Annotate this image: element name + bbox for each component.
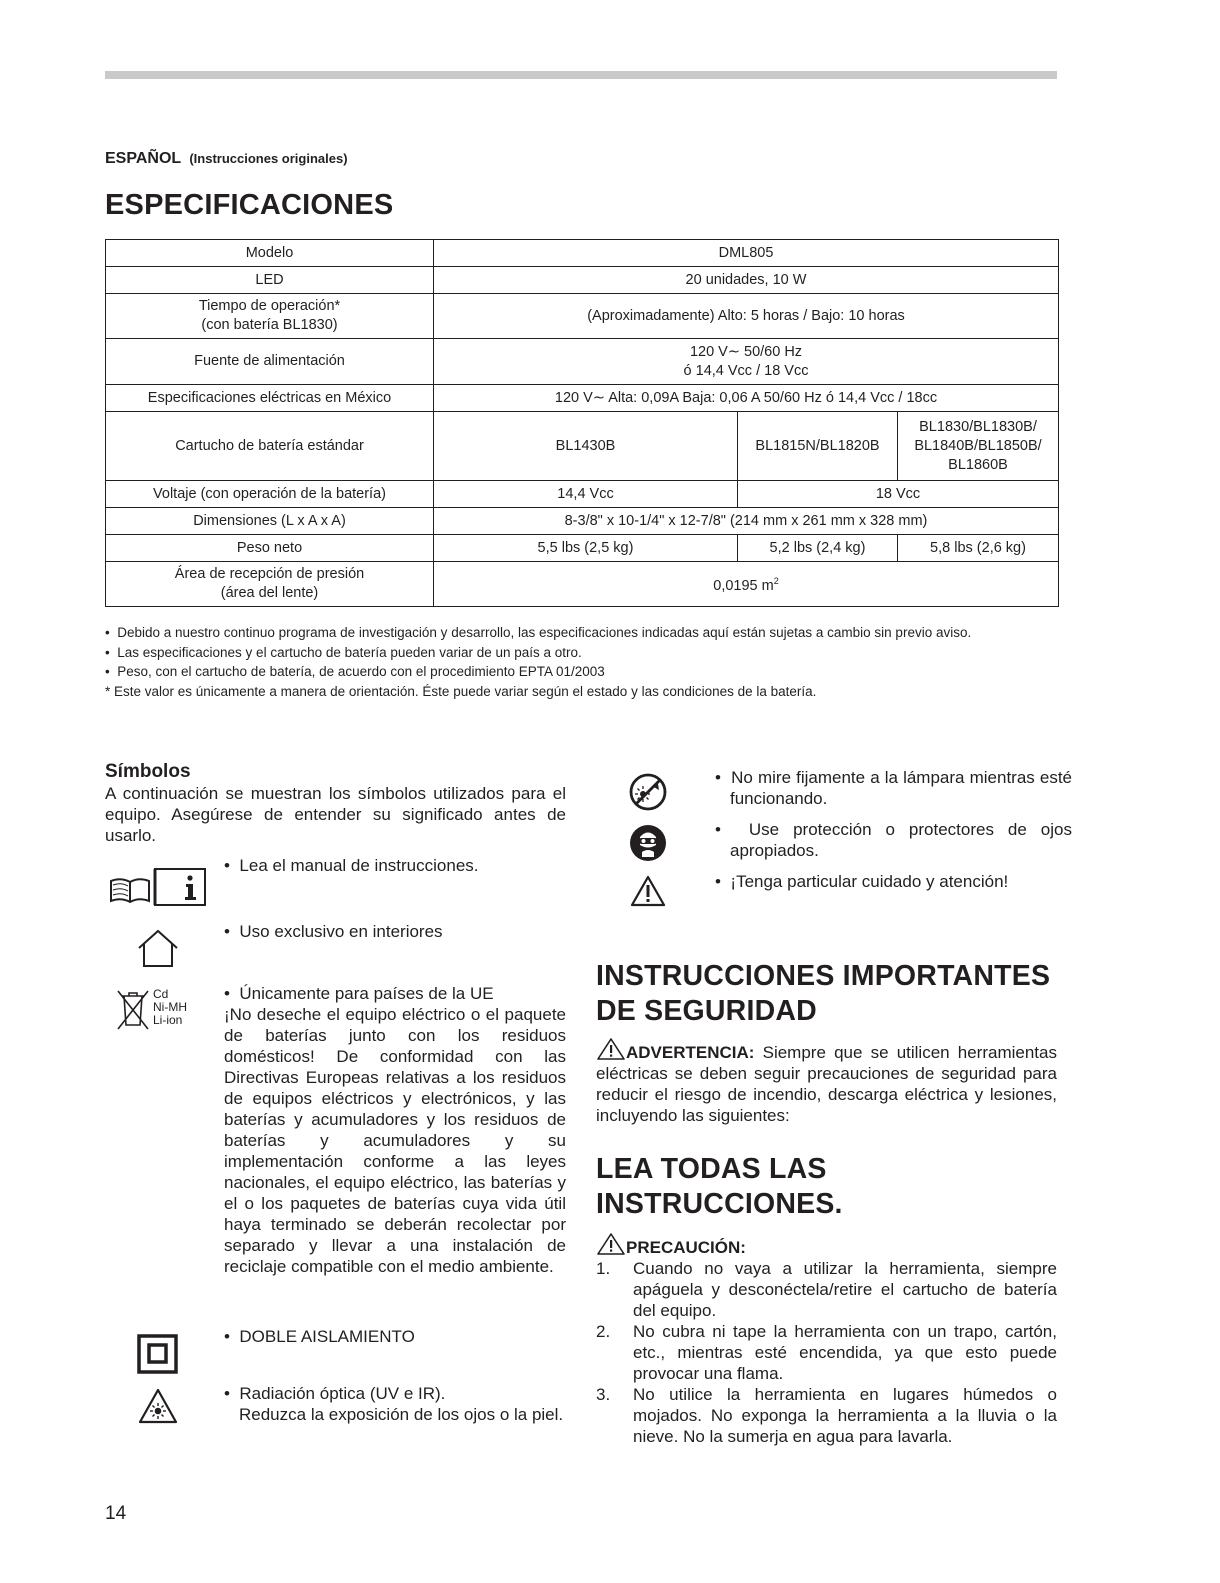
- warning-triangle-icon: [596, 1037, 626, 1061]
- symbol-optical-radiation: [105, 1383, 566, 1449]
- spec-label: [106, 294, 434, 339]
- spec-value-line: ó 14,4 Vcc / 18 Vcc: [683, 362, 809, 379]
- safety-title-line: INSTRUCCIONES IMPORTANTES: [596, 960, 1051, 992]
- table-row: [106, 339, 1059, 385]
- spec-value: 120 V∼ Alta: 0,09A Baja: 0,06 A 50/60 Hz ó 14,4 Vcc / 18cc: [434, 385, 1059, 412]
- spec-label-line: Tiempo de operación*: [198, 298, 341, 314]
- table-row: [106, 240, 1059, 267]
- spec-value: 5,8 lbs (2,6 kg): [898, 535, 1059, 562]
- eu-only-text: Únicamente para países de la UE: [239, 984, 494, 1003]
- language-note: (Instrucciones originales): [189, 151, 348, 166]
- spec-value: [434, 562, 1059, 607]
- symbol-text: • Lea el manual de instrucciones.: [224, 856, 479, 875]
- safety-title-line: DE SEGURIDAD: [596, 995, 817, 1027]
- symbol-read-manual: [105, 855, 566, 910]
- symbols-intro: A continuación se muestran los símbolos utilizados para el equipo. Asegúrese de entender su significado antes de usarlo.: [105, 784, 566, 845]
- spec-table: [105, 239, 1059, 607]
- warning-triangle-icon: [596, 1232, 626, 1256]
- spec-label: Fuente de alimentación: [106, 339, 434, 385]
- spec-value: DML805: [434, 240, 1059, 267]
- spec-label-line: (área del lente): [220, 585, 319, 601]
- symbol-eu-disposal: [105, 983, 566, 1323]
- item-number: 1.: [596, 1259, 611, 1278]
- item-number: 3.: [596, 1385, 611, 1404]
- symbol-text: • Uso exclusivo en interiores: [224, 922, 443, 941]
- book-icon: [107, 861, 207, 907]
- footnote: * Este valor es únicamente a manera de orientación. Éste puede variar según el estado y las condiciones de la batería.: [105, 683, 817, 699]
- spec-label: LED: [106, 267, 434, 294]
- optical-text-1: Radiación óptica (UV e IR).: [239, 1384, 446, 1403]
- spec-label: Cartucho de batería estándar: [106, 412, 434, 481]
- symbol-text: • Use protección o protectores de ojos apropiados.: [715, 820, 1072, 860]
- table-row: [106, 267, 1059, 294]
- read-all-line: LEA TODAS LAS: [596, 1153, 827, 1185]
- spec-value-line: BL1860B: [948, 456, 1008, 473]
- symbol-text: • ¡Tenga particular cuidado y atención!: [715, 872, 1009, 891]
- warning-label: ADVERTENCIA:: [626, 1043, 755, 1062]
- eye-protection-text: Use protección o protectores de ojos apropiados.: [730, 820, 1072, 860]
- optical-text-2: Reduzca la exposición de los ojos o la piel.: [239, 1405, 564, 1424]
- symbol-no-stare: [596, 767, 1073, 815]
- spec-value: 14,4 Vcc: [434, 481, 738, 508]
- double-insulation-text: DOBLE AISLAMIENTO: [239, 1327, 415, 1346]
- warning-paragraph: [596, 1037, 1057, 1126]
- symbol-text: • DOBLE AISLAMIENTO: [224, 1327, 415, 1346]
- table-row: [106, 294, 1059, 339]
- optical-line: • Radiación óptica (UV e IR).: [224, 1384, 446, 1403]
- area-value: 0,0195 m: [713, 577, 774, 594]
- bin-label: Cd: [153, 987, 169, 1001]
- caution-heading: [596, 1232, 1057, 1258]
- eu-disposal-text: ¡No deseche el equipo eléctrico o el paquete de baterías junto con los residuos domésticos! De conformidad con las Directivas Europeas relativas a los residuos de equipos eléctricos y electrónicos, y las baterías y acumuladores y los residuos de baterías y acumuladores y su implementación conforme a las leyes nacionales, el equipo eléctrico, las baterías y el o los paquetes de baterías cuya vida útil haya terminado se deberán recolectar por separado y llevar a una instalación de reciclaje compatible con el medio ambiente.: [224, 1005, 566, 1276]
- caution-symbol-text: ¡Tenga particular cuidado y atención!: [730, 872, 1009, 891]
- bin-label: Li-ion: [153, 1013, 183, 1027]
- symbol-text: [224, 1383, 566, 1425]
- symbol-eye-protection: [596, 819, 1072, 867]
- read-all-title: [596, 1152, 1057, 1222]
- caution-label: PRECAUCIÓN:: [626, 1238, 746, 1257]
- note-text: Peso, con el cartucho de batería, de acuerdo con el procedimiento EPTA 01/2003: [117, 664, 605, 679]
- spec-label: Especificaciones eléctricas en México: [106, 385, 434, 412]
- specifications-title: ESPECIFICACIONES: [105, 189, 394, 221]
- table-row: [106, 412, 1059, 481]
- symbol-text: • No mire fijamente a la lámpara mientras esté funcionando.: [715, 768, 1073, 808]
- spec-label: [106, 562, 434, 607]
- spec-notes: [105, 623, 1057, 701]
- spec-value: [434, 339, 1059, 385]
- spec-label-line: (con batería BL1830): [201, 317, 338, 333]
- list-item: [596, 1258, 1057, 1321]
- area-unit-superscript: 2: [773, 576, 779, 587]
- no-stare-text: No mire fijamente a la lámpara mientras esté funcionando.: [730, 768, 1073, 808]
- spec-value: 20 unidades, 10 W: [434, 267, 1059, 294]
- table-row: [106, 508, 1059, 535]
- spec-value: 5,2 lbs (2,4 kg): [738, 535, 898, 562]
- spec-value: BL1815N/BL1820B: [738, 412, 898, 481]
- symbols-title: Símbolos: [105, 761, 191, 782]
- spec-label: Peso neto: [106, 535, 434, 562]
- symbol-double-insulation: [105, 1326, 566, 1376]
- table-row: [106, 481, 1059, 508]
- note-item: • Peso, con el cartucho de batería, de acuerdo con el procedimiento EPTA 01/2003: [105, 664, 605, 679]
- spec-value: (Aproximadamente) Alto: 5 horas / Bajo: 10 horas: [434, 294, 1059, 339]
- bin-labels: [153, 988, 187, 1027]
- list-item: [596, 1384, 1057, 1447]
- radiation-warning-icon: [137, 1387, 179, 1425]
- language-label: ESPAÑOL: [105, 150, 181, 167]
- spec-value: [898, 412, 1059, 481]
- caution-list: [596, 1258, 1057, 1447]
- no-stare-lamp-icon: [628, 772, 668, 812]
- spec-value: 18 Vcc: [738, 481, 1059, 508]
- spec-label: Voltaje (con operación de la batería): [106, 481, 434, 508]
- safety-title: [596, 959, 1057, 1029]
- language-heading: [105, 150, 348, 168]
- table-row: [106, 535, 1059, 562]
- item-number: 2.: [596, 1322, 611, 1341]
- bin-label: Ni-MH: [153, 1000, 187, 1014]
- note-item: • Debido a nuestro continuo programa de investigación y desarrollo, las especificaciones indicadas aquí están sujetas a cambio sin previo aviso.: [105, 625, 972, 640]
- eu-only-line: • Únicamente para países de la UE: [224, 984, 494, 1003]
- spec-value: BL1430B: [434, 412, 738, 481]
- page-number: 14: [105, 1503, 127, 1524]
- item-text: No utilice la herramienta en lugares húmedos o mojados. No exponga la herramienta a la lluvia o la nieve. No la sumerja en agua para lavarla.: [633, 1385, 1057, 1446]
- spec-label-line: Área de recepción de presión: [174, 566, 365, 582]
- read-all-line: INSTRUCCIONES.: [596, 1188, 843, 1220]
- house-icon: [136, 928, 180, 968]
- spec-value: 8-3/8" x 10-1/4" x 12-7/8" (214 mm x 261 mm x 328 mm): [434, 508, 1059, 535]
- double-square-icon: [137, 1334, 179, 1374]
- warning-text: Siempre que se utilicen herramientas eléctricas se deben seguir precauciones de seguridad para reducir el riesgo de incendio, descarga eléctrica y lesiones, incluyendo las siguientes:: [596, 1043, 1057, 1125]
- spec-label: Dimensiones (L x A x A): [106, 508, 434, 535]
- symbol-caution: [596, 871, 1057, 911]
- item-text: No cubra ni tape la herramienta con un trapo, cartón, etc., mientras esté encendida, ya que esto puede provocar una flama.: [633, 1322, 1057, 1383]
- spec-value-line: BL1840B/BL1850B/: [914, 437, 1042, 454]
- safety-section: [596, 959, 1057, 1447]
- note-item: • Las especificaciones y el cartucho de batería pueden variar de un país a otro.: [105, 644, 582, 660]
- spec-label: Modelo: [106, 240, 434, 267]
- list-item: [596, 1321, 1057, 1384]
- spec-value: 5,5 lbs (2,5 kg): [434, 535, 738, 562]
- spec-value-line: 120 V∼ 50/60 Hz: [689, 343, 803, 360]
- crossed-bin-icon: [116, 987, 150, 1031]
- note-text: Las especificaciones y el cartucho de batería pueden variar de un país a otro.: [117, 644, 582, 660]
- read-manual-text: Lea el manual de instrucciones.: [239, 856, 479, 875]
- table-row: [106, 385, 1059, 412]
- table-row: [106, 562, 1059, 607]
- warning-triangle-icon: [630, 874, 666, 908]
- symbol-indoor: [105, 921, 566, 971]
- item-text: Cuando no vaya a utilizar la herramienta, siempre apáguela y desconéctela/retire el cartucho de batería del equipo.: [633, 1259, 1057, 1320]
- indoor-text: Uso exclusivo en interiores: [239, 922, 443, 941]
- note-text: Debido a nuestro continuo programa de investigación y desarrollo, las especificaciones indicadas aquí están sujetas a cambio sin previo aviso.: [117, 625, 972, 640]
- spec-value-line: BL1830/BL1830B/: [919, 418, 1037, 435]
- symbols-section: [105, 760, 566, 846]
- symbol-text: [224, 983, 566, 1277]
- top-rule: [105, 71, 1057, 79]
- goggles-icon: [629, 824, 667, 862]
